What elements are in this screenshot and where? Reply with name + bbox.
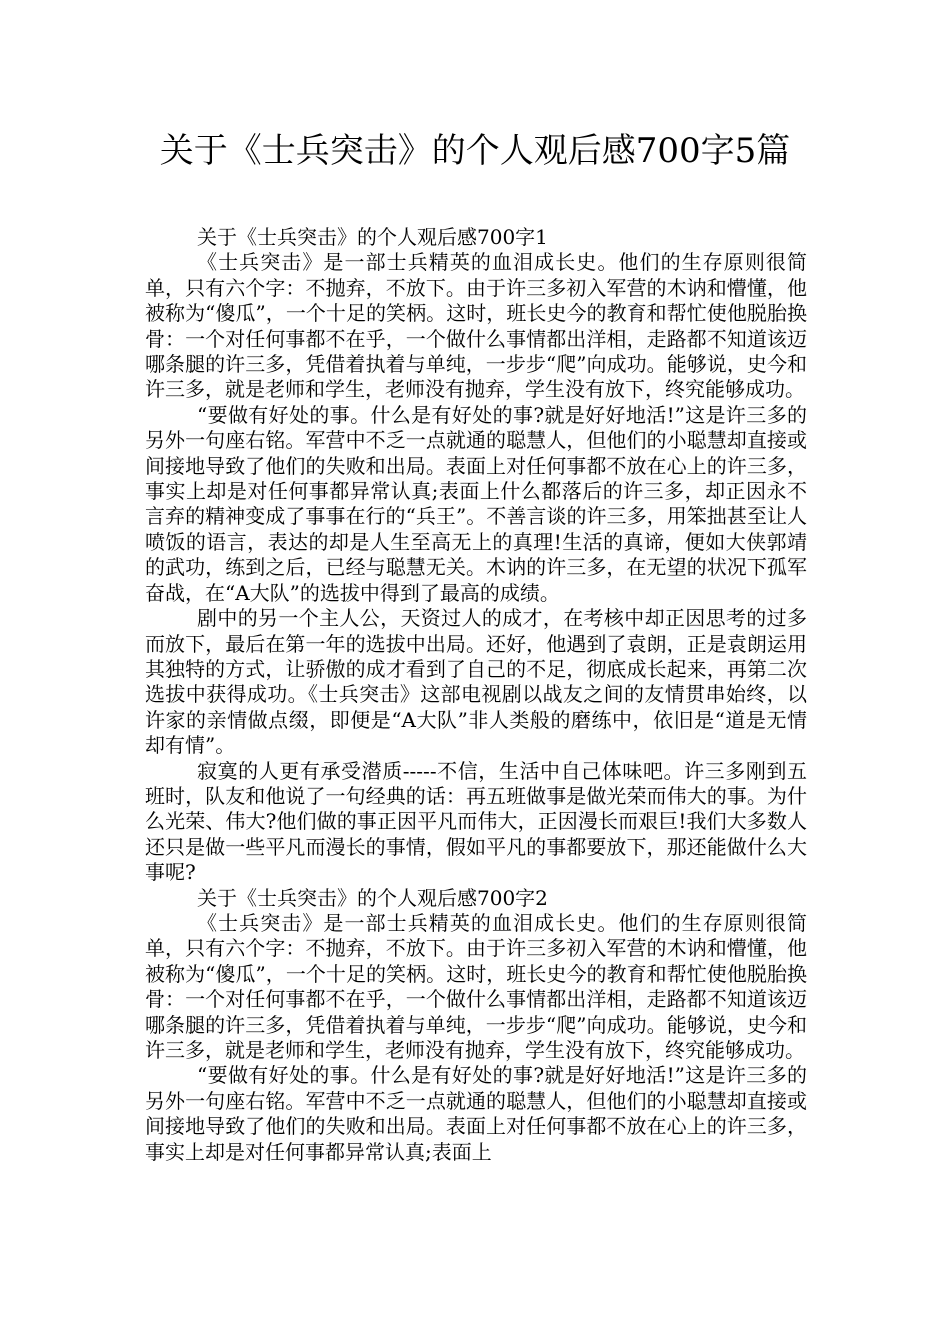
paragraph: 《士兵突击》是一部士兵精英的血泪成长史。他们的生存原则很简单，只有六个字：不抛弃，不放下。由于许三多初入军营的木讷和懵懂，他被称为“傻瓜”，一个十足的笑柄。这时，班长史今的教育和帮忙使他脱胎换骨：一个对任何事都不在乎，一个做什么事情都出洋相，走路都不知道该迈哪条腿的许三多，凭借着执着与单纯，一步步“爬”向成功。能够说，史今和许三多，就是老师和学生，老师没有抛弃，学生没有放下，终究能够成功。 [145,250,807,402]
paragraph: “要做有好处的事。什么是有好处的事?就是好好地活!”这是许三多的另外一句座右铭。军营中不乏一点就通的聪慧人，但他们的小聪慧却直接或间接地导致了他们的失败和出局。表面上对任何事都不放在心上的许三多，事实上却是对任何事都异常认真;表面上什么都落后的许三多，却正因永不言弃的精神变成了事事在行的“兵王”。不善言谈的许三多，用笨拙甚至让人喷饭的语言，表达的却是人生至高无上的真理!生活的真谛，便如大侠郭靖的武功，练到之后，已经与聪慧无关。木讷的许三多，在无望的状况下孤军奋战，在“A大队”的选拔中得到了最高的成绩。 [145,402,807,605]
section-heading-2: 关于《士兵突击》的个人观后感700字2 [197,885,548,910]
paragraph: 剧中的另一个主人公，天资过人的成才，在考核中却正因思考的过多而放下，最后在第一年的选拔中出局。还好，他遇到了袁朗，正是袁朗运用其独特的方式，让骄傲的成才看到了自己的不足，彻底成长起来，再第二次选拔中获得成功。《士兵突击》这部电视剧以战友之间的友情贯串始终，以许家的亲情做点缀，即便是“A大队”非人类般的磨练中，依旧是“道是无情却有情”。 [145,606,807,758]
section-heading-1: 关于《士兵突击》的个人观后感700字1 [197,225,548,249]
paragraph: “要做有好处的事。什么是有好处的事?就是好好地活!”这是许三多的另外一句座右铭。军营中不乏一点就通的聪慧人，但他们的小聪慧却直接或间接地导致了他们的失败和出局。表面上对任何事都不放在心上的许三多，事实上却是对任何事都异常认真;表面上 [145,1063,807,1164]
paragraph: 寂寞的人更有承受潜质-----不信，生活中自己体味吧。许三多刚到五班时，队友和他说了一句经典的话：再五班做事是做光荣而伟大的事。为什么光荣、伟大?他们做的事正因平凡而伟大，正因漫长而艰巨!我们大多数人还只是做一些平凡而漫长的事情，假如平凡的事都要放下，那还能做什么大事呢? [145,758,807,885]
document-body [145,225,807,1165]
page-title: 关于《士兵突击》的个人观后感700字5篇 [159,131,791,171]
paragraph: 《士兵突击》是一部士兵精英的血泪成长史。他们的生存原则很简单，只有六个字：不抛弃，不放下。由于许三多初入军营的木讷和懵懂，他被称为“傻瓜”，一个十足的笑柄。这时，班长史今的教育和帮忙使他脱胎换骨：一个对任何事都不在乎，一个做什么事情都出洋相，走路都不知道该迈哪条腿的许三多，凭借着执着与单纯，一步步“爬”向成功。能够说，史今和许三多，就是老师和学生，老师没有抛弃，学生没有放下，终究能够成功。 [145,910,807,1062]
